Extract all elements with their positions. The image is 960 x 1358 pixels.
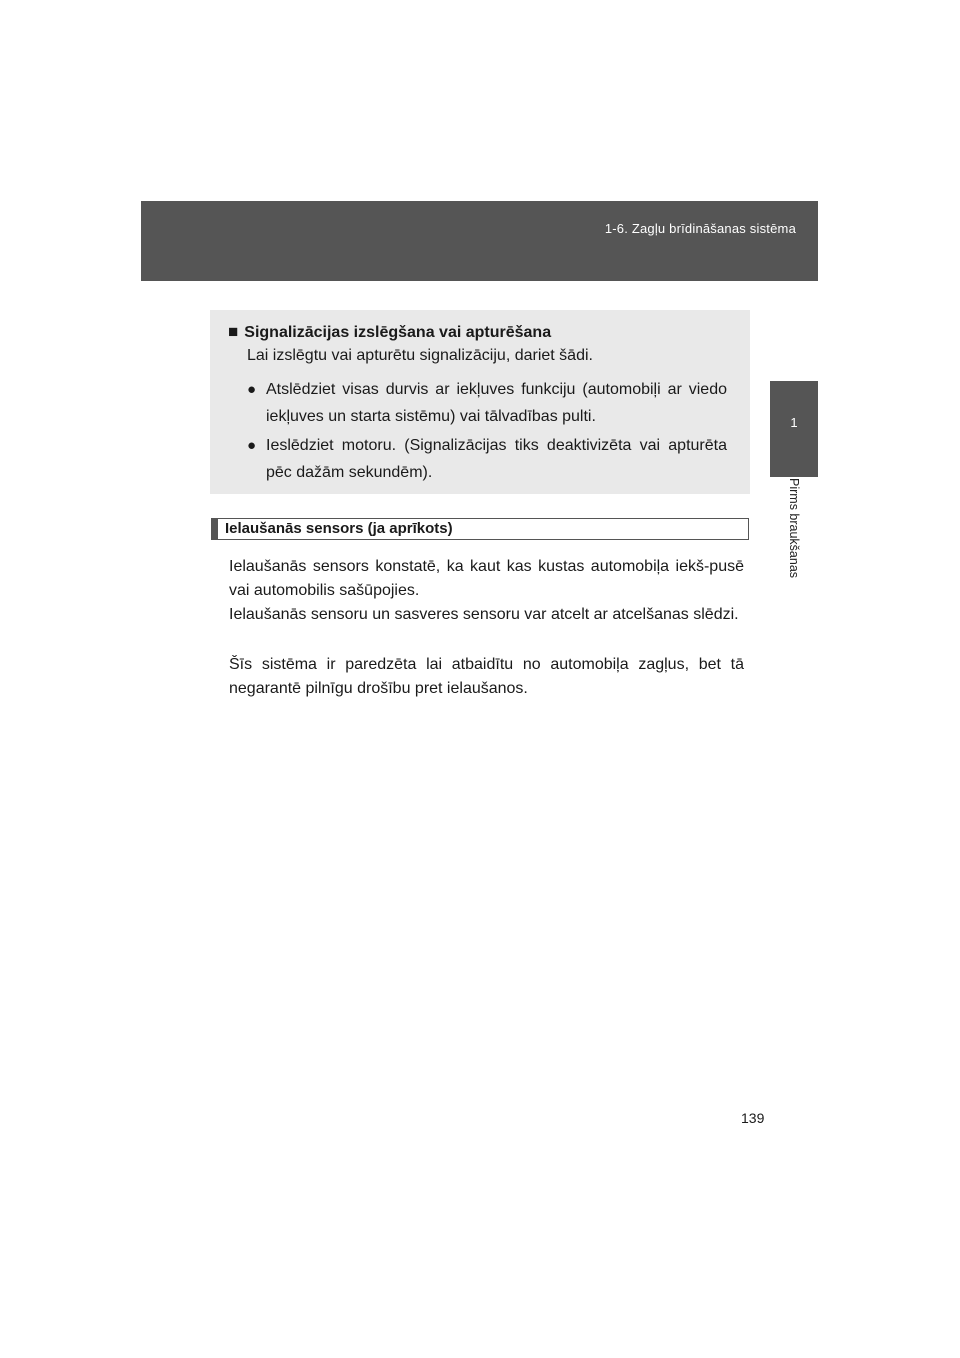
list-item: [247, 376, 727, 430]
header-bar: [141, 201, 818, 281]
chapter-tab: [770, 381, 818, 477]
list-item: [247, 432, 727, 486]
section-title: 1-6. Zagļu brīdināšanas sistēma: [604, 221, 796, 236]
section-heading-marker: [212, 519, 218, 539]
bullet-dot-icon: ●: [247, 437, 257, 454]
paragraph: Ielaušanās sensors konstatē, ka kaut kas kustas automobiļa iekš-pusē vai automobilis sašūpojies.: [229, 558, 744, 599]
page-number: 139: [741, 1110, 765, 1126]
square-bullet-icon: ■: [228, 322, 239, 341]
section-heading-text: Ielaušanās sensors (ja aprīkots): [225, 520, 453, 537]
paragraph: Šīs sistēma ir paredzēta lai atbaidītu no automobiļa zagļus, bet tā negarantē pilnīgu drošību pret ielaušanos.: [229, 656, 744, 697]
chapter-number: 1: [790, 415, 798, 430]
info-box-heading-text: Signalizācijas izslēgšana vai apturēšana: [244, 324, 552, 341]
paragraph: Ielaušanās sensoru un sasveres sensoru var atcelt ar atcelšanas slēdzi.: [229, 606, 739, 623]
info-box-heading: [228, 322, 551, 342]
list-item-text: Ieslēdziet motoru. (Signalizācijas tiks deaktivizēta vai apturēta pēc dažām sekundēm).: [266, 437, 727, 481]
section-heading: [211, 518, 749, 540]
chapter-label: Pirms braukšanas: [787, 478, 801, 579]
list-item-text: Atslēdziet visas durvis ar iekļuves funkciju (automobiļi ar viedo iekļuves un starta sistēmu) vai tālvadības pulti.: [266, 381, 727, 425]
info-box: [210, 310, 750, 494]
bullet-dot-icon: ●: [247, 381, 257, 398]
info-box-intro: Lai izslēgtu vai apturētu signalizāciju, dariet šādi.: [247, 347, 593, 364]
